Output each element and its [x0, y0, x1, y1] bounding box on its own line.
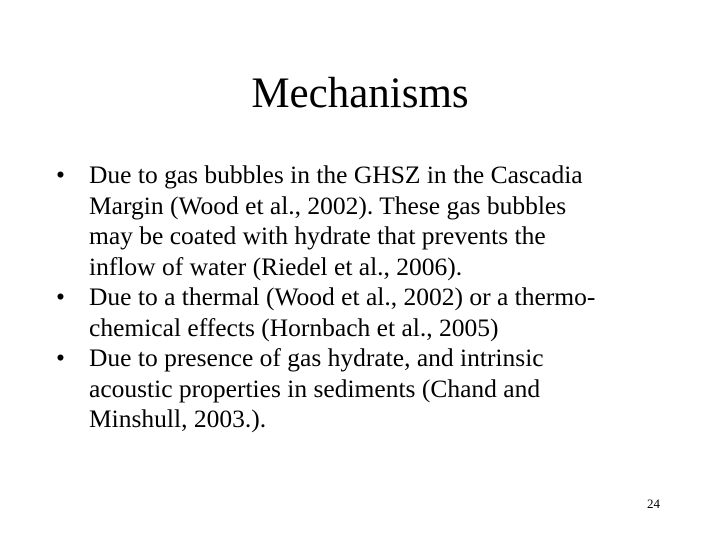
bullet-item-gas-hydrate — [56, 343, 666, 435]
bullet-text-line: acoustic properties in sediments (Chand and — [89, 373, 541, 403]
bullet-text-line: Minshull, 2003.). — [89, 404, 267, 433]
page-number: 24 — [647, 496, 660, 511]
bullet-text-line: inflow of water (Riedel et al., 2006). — [89, 251, 463, 281]
bullet-item-thermal — [56, 282, 666, 343]
bullet-text-line: Due to presence of gas hydrate, and intrinsic — [89, 343, 544, 372]
bullet-item-gas-bubbles — [56, 160, 666, 282]
bullet-marker: • — [56, 160, 65, 189]
slide-title: Mechanisms — [251, 70, 469, 117]
bullet-text-line: may be coated with hydrate that prevents the — [89, 221, 546, 250]
bullet-marker: • — [56, 282, 65, 311]
bullet-marker: • — [56, 343, 65, 372]
bullet-text-line: Due to a thermal (Wood et al., 2002) or a thermo- — [89, 282, 596, 311]
bullet-text-line: Due to gas bubbles in the GHSZ in the Cascadia — [89, 160, 583, 189]
bullet-text-line: chemical effects (Hornbach et al., 2005) — [89, 312, 499, 342]
bullet-text-line: Margin (Wood et al., 2002). These gas bubbles — [89, 190, 567, 220]
bullet-list — [56, 160, 666, 435]
